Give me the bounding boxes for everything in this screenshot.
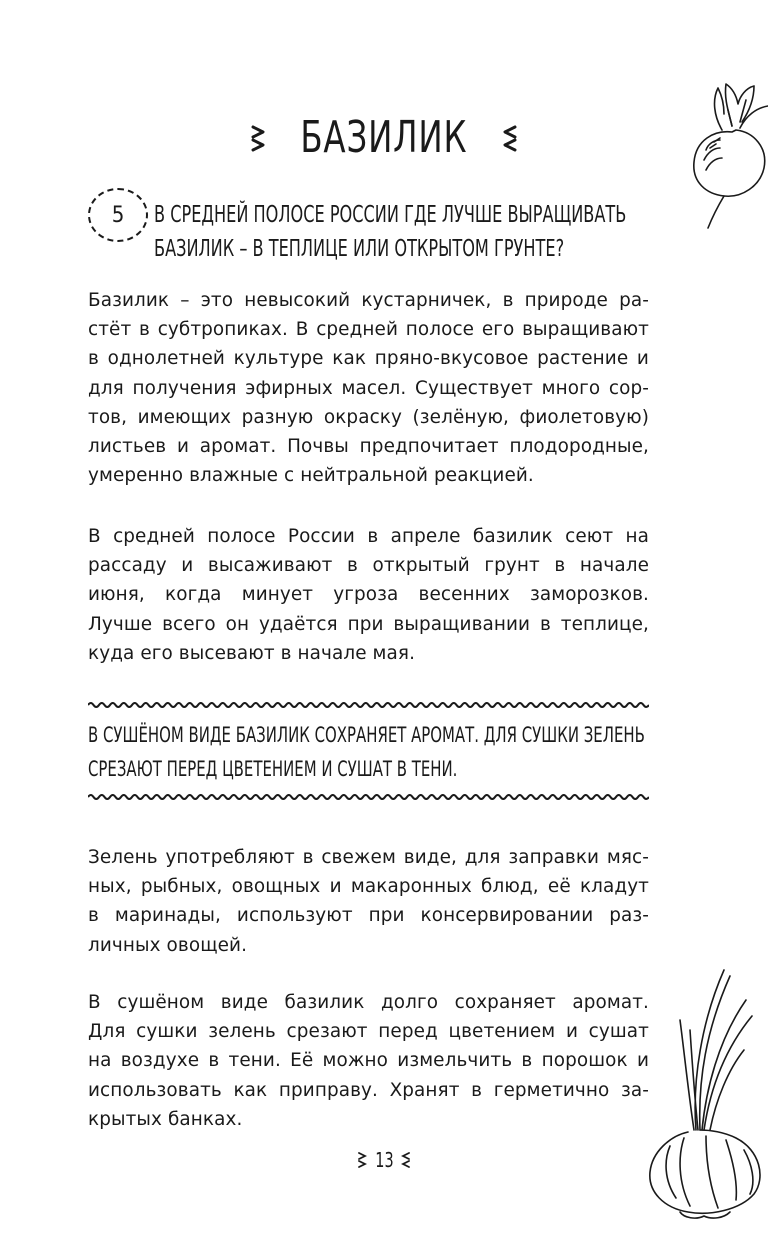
- paragraph-line: В сушёном виде базилик долго сохраняет аромат.: [88, 992, 649, 1013]
- wavy-divider-bottom: [88, 792, 649, 802]
- paragraph-line: В средней полосе России в апреле базилик сеют на: [88, 526, 649, 547]
- paragraph-line: Базилик – это невысокий кустарничек, в природе ра-: [88, 290, 649, 311]
- page-number: 13: [374, 1148, 394, 1172]
- note-line-2: СРЕЗАЮТ ПЕРЕД ЦВЕТЕНИЕМ И СУШАТ В ТЕНИ.: [88, 757, 458, 781]
- paragraph-line: ных, рыбных, овощных и макаронных блюд, её кладут: [88, 876, 649, 898]
- title-left-ornament-icon: [250, 121, 268, 155]
- question-line-1: В СРЕДНЕЙ ПОЛОСЕ РОССИИ ГДЕ ЛУЧШЕ ВЫРАЩИВАТЬ: [154, 202, 627, 228]
- paragraph-line: в маринады, используют при консервировании раз-: [88, 905, 649, 927]
- paragraph-4: [88, 988, 649, 1134]
- paragraph-line: куда его высевают в начале мая.: [88, 642, 416, 664]
- beet-illustration-icon: [684, 70, 768, 230]
- paragraph-line: для получения эфирных масел. Существует много сор-: [88, 377, 649, 399]
- paragraph-line: листьев и аромат. Почвы предпочитает плодородные,: [88, 436, 649, 458]
- paragraph-line: рассаду и высаживают в открытый грунт в начале: [88, 555, 649, 577]
- paragraph-line: в однолетней культуре как пряно-вкусовое растение и: [88, 348, 649, 370]
- paragraph-3: [88, 843, 649, 960]
- page-title: БАЗИЛИК: [300, 112, 468, 163]
- paragraph-line: крытых банках.: [88, 1108, 243, 1130]
- question-number-badge: 5: [88, 188, 148, 242]
- paragraph-line: Для сушки зелень срезают перед цветением и сушат: [88, 1021, 649, 1043]
- page-number-right-ornament-icon: [401, 1150, 411, 1170]
- paragraph-2: [88, 522, 649, 668]
- paragraph-line: стёт в субтропиках. В средней полосе его выращивают: [88, 319, 649, 341]
- note-text: [88, 718, 645, 786]
- paragraph-line: Лучше всего он удаётся при выращивании в теплице,: [88, 613, 649, 635]
- page-number-left-ornament-icon: [357, 1150, 367, 1170]
- question-block: [88, 188, 668, 268]
- onion-illustration-icon: [640, 960, 768, 1220]
- paragraph-line: использовать как приправу. Хранят в герметично за-: [88, 1079, 649, 1101]
- title-right-ornament-icon: [500, 121, 518, 155]
- paragraph-line: июня, когда минует угроза весенних заморозков.: [88, 584, 649, 606]
- paragraph-line: Зелень употребляют в свежем виде, для заправки мяс-: [88, 847, 649, 868]
- question-text: [154, 198, 627, 266]
- wavy-divider-top: [88, 700, 649, 710]
- paragraph-line: на воздухе в тени. Её можно измельчить в порошок и: [88, 1050, 649, 1072]
- note-box: [88, 700, 649, 804]
- paragraph-1: [88, 286, 649, 490]
- question-line-2: БАЗИЛИК – В ТЕПЛИЦЕ ИЛИ ОТКРЫТОМ ГРУНТЕ?: [154, 236, 565, 262]
- note-line-1: В СУШЁНОМ ВИДЕ БАЗИЛИК СОХРАНЯЕТ АРОМАТ. ДЛЯ СУШКИ ЗЕЛЕНЬ: [88, 723, 645, 747]
- title-row: [0, 108, 768, 168]
- paragraph-line: личных овощей.: [88, 934, 248, 956]
- paragraph-line: тов, имеющих разную окраску (зелёную, фиолетовую): [88, 406, 649, 428]
- paragraph-line: умеренно влажные с нейтральной реакцией.: [88, 465, 534, 487]
